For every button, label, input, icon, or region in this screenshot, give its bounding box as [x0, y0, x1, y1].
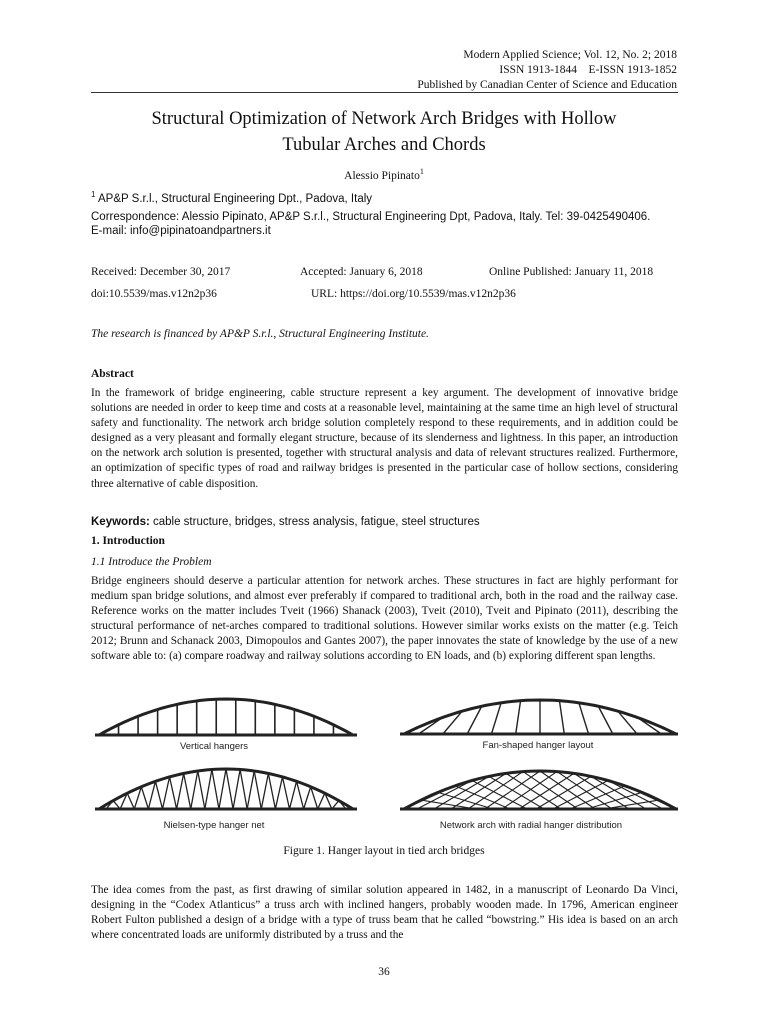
author-name: Alessio Pipinato — [344, 169, 420, 182]
hanger — [233, 769, 240, 809]
hanger — [155, 781, 162, 809]
affiliation-superscript: 1 — [91, 190, 96, 199]
hanger — [404, 786, 455, 809]
correspondence-text: Correspondence: Alessio Pipinato, AP&P S.r.l., Structural Engineering Dpt, Padova, Italy. Tel: 39-0425490406. — [91, 211, 651, 223]
hanger — [219, 769, 226, 809]
hanger — [318, 793, 325, 809]
page-number: 36 — [378, 966, 390, 978]
hanger — [184, 773, 191, 809]
abstract-text: In the framework of bridge engineering, cable structure represent a key argument. The development of innovative bridge solutions are needed in order to keep time and costs at a reasonable level, maintaining at the same time an high level of structural safety and functionality. The network arch bridge solution completely respond to these requirements, and in addition could be designed as a very pleasant and formally elegant structure, because of its slenderness and lightness. In this paper, an introduction on the network arch solution is presented, together with structural analysis and data of relevant structures realized. Furthermore, an optimization of specific types of road and railway bridges is presented in the particular case of hollow sections, considering three alternative of cable disposition. — [91, 387, 678, 490]
hanger — [212, 769, 219, 809]
hanger — [491, 703, 501, 734]
subsection-heading: 1.1 Introduce the Problem — [91, 556, 212, 568]
hanger — [297, 781, 304, 809]
intro-paragraph: Bridge engineers should deserve a particular attention for network arches. These structures in fact are highly performant for medium span bridge solutions, and almost ever preferably if compared to traditional arch, both in the road and the railway case. Reference works on the matter includes Tveit (1966) Shanack (2003), Tveit (2010), Tveit and Pipinato (2011), describing the structural performance of net-arches compared to traditional solutions. However similar works exists on the matter (e.g. Teich 2012; Brunn and Schanack 2003, Dimopoulos and Gantes 2007), the paper innovates the state of knowledge by the use of a new software able to: (a) compare roadway and railway solutions according to EN loads, and (b) exploring different span lengths. — [91, 575, 678, 663]
hanger — [226, 769, 233, 809]
arch-rib — [99, 769, 353, 809]
received-date: Received: December 30, 2017 — [91, 266, 231, 278]
keywords-text: cable structure, bridges, stress analysis, fatigue, steel structures — [153, 516, 480, 528]
section-heading-introduction: 1. Introduction — [91, 535, 165, 547]
hanger — [177, 773, 184, 809]
label-nielsen: Nielsen-type hanger net — [163, 820, 265, 831]
hanger — [587, 792, 642, 809]
figure-caption: Figure 1. Hanger layout in tied arch bridges — [283, 845, 485, 857]
hanger — [163, 777, 170, 809]
panel-nielsen — [95, 769, 357, 809]
hanger — [290, 781, 297, 809]
keywords — [91, 515, 681, 529]
hanger — [240, 769, 247, 809]
affiliation-text: AP&P S.r.l., Structural Engineering Dpt., Padova, Italy — [98, 192, 373, 205]
figure-1 — [91, 693, 678, 835]
hanger — [141, 787, 148, 809]
affiliation — [91, 188, 681, 206]
hanger-layout-figure — [91, 693, 678, 835]
hanger — [434, 776, 489, 809]
author-superscript: 1 — [419, 167, 424, 176]
hanger — [417, 781, 472, 810]
funding-note: The research is financed by AP&P S.r.l., Structural Engineering Institute. — [91, 328, 429, 340]
journal-line: Modern Applied Science; Vol. 12, No. 2; 2018 — [463, 49, 677, 61]
keywords-label: Keywords: — [91, 516, 150, 528]
title-line-1: Structural Optimization of Network Arch Bridges with Hollow — [151, 109, 617, 129]
closing-paragraph: The idea comes from the past, as first drawing of similar solution appeared in 1482, in a manuscript of Leonardo Da Vinci, designing in the “Codex Atlanticus” a truss arch with inclined hangers, probably wooden made. In 1796, American engineer Robert Fulton published a design of a bridge with a type of truss beam that he called “bowstring.” His idea is based on an arch where concentrated loads are uniformly distributed by a truss and the — [91, 884, 678, 942]
journal-header — [417, 48, 677, 93]
hanger — [304, 787, 311, 809]
issn-line: ISSN 1913-1844 E-ISSN 1913-1852 — [499, 64, 677, 76]
hanger — [268, 773, 275, 809]
panel-network-radial — [400, 771, 678, 809]
hanger — [591, 776, 646, 809]
label-fan-shaped: Fan-shaped hanger layout — [482, 740, 594, 751]
arch-rib — [99, 699, 353, 735]
title-line-2: Tubular Arches and Chords — [282, 135, 486, 155]
hanger — [261, 773, 268, 809]
paper-title — [90, 106, 678, 158]
panel-fan-shaped — [400, 700, 678, 734]
hanger — [282, 777, 289, 809]
hanger — [198, 771, 205, 809]
hanger — [579, 703, 589, 734]
label-vertical-hangers: Vertical hangers — [179, 741, 249, 752]
doi-link[interactable]: doi:10.5539/mas.v12n2p36 — [91, 288, 217, 300]
hanger — [191, 771, 198, 809]
hanger — [170, 777, 177, 809]
accepted-date: Accepted: January 6, 2018 — [300, 266, 423, 278]
hanger — [254, 771, 261, 809]
label-network-radial: Network arch with radial hanger distribution — [439, 820, 623, 831]
hanger — [438, 792, 493, 809]
publisher-line: Published by Canadian Center of Science and Education — [417, 79, 677, 91]
url-link[interactable]: URL: https://doi.org/10.5539/mas.v12n2p36 — [311, 288, 516, 300]
published-date: Online Published: January 11, 2018 — [489, 266, 654, 278]
hanger — [516, 701, 521, 734]
hanger — [275, 777, 282, 809]
correspondence — [91, 210, 681, 238]
hanger — [559, 701, 564, 734]
email-link[interactable]: E-mail: info@pipinatoandpartners.it — [91, 225, 271, 237]
hanger — [127, 793, 134, 809]
hanger — [247, 771, 254, 809]
hanger — [205, 769, 212, 809]
header-rule — [91, 92, 678, 93]
panel-vertical-hangers — [95, 699, 357, 735]
abstract-heading: Abstract — [91, 368, 134, 380]
author — [90, 167, 678, 182]
hanger — [148, 781, 155, 809]
